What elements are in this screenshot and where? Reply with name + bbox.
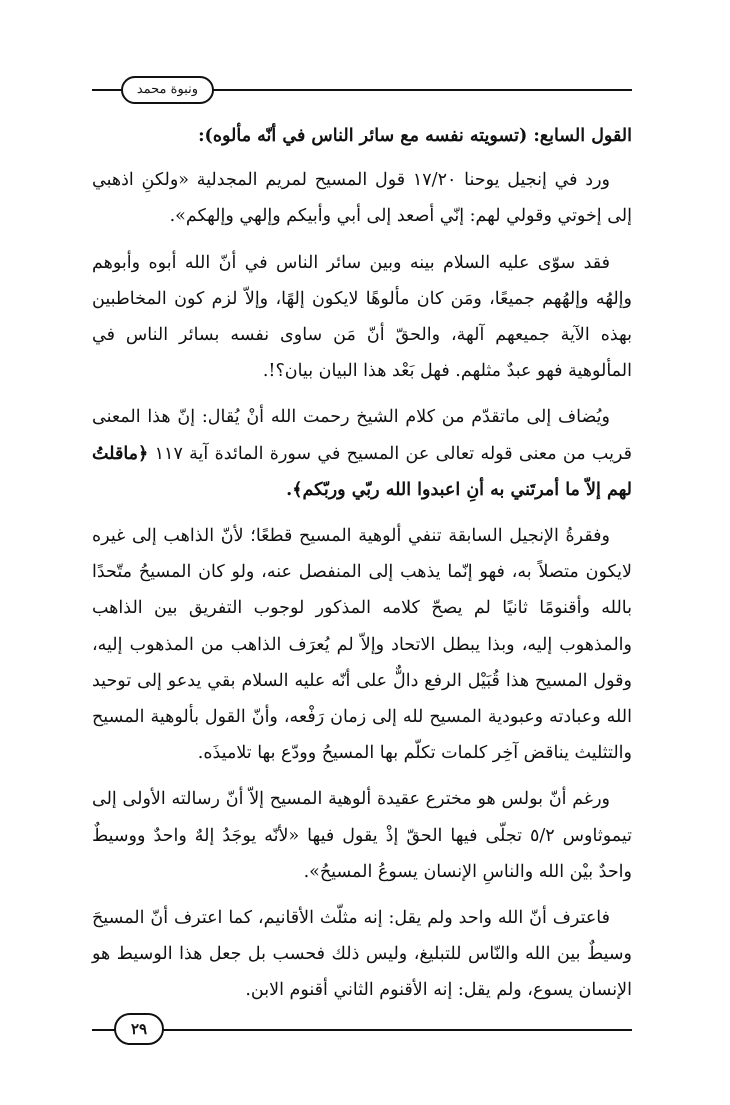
section-heading: القول السابع: (تسويته نفسه مع سائر الناس في أنّه مألوه):	[198, 126, 632, 146]
footer-rule	[92, 1029, 632, 1031]
page-footer	[92, 1012, 632, 1046]
paragraph-4: وفقرةُ الإنجيل السابقة تنفي ألوهية المسيح قطعًا؛ لأنّ الذاهب إلى غيره لايكون متصلاً به، فهو إنّما يذهب إلى المنفصل عنه، ولو كان المسيحُ متّحدًا بالله وأقنومًا ثانيًا لم يصحّ كلامه المذكور لوجوب التفريق بين الذاهب والمذهوب إليه، وبذا يبطل الاتحاد وإلاّ لم يُعرَف الذاهب من المذهوب إليه، وقول المسيح هذا قُبَيْل الرفع دالٌّ على أنّه عليه السلام بقي يدعو إلى توحيد الله وعبادته وعبودية المسيح لله إلى زمان رَفْعه، وأنّ القول بألوهية المسيح والتثليث يناقض آخِر كلمات تكلّم بها المسيحُ وودّع بها تلاميذَه.	[92, 526, 632, 764]
page-number: ٢٩	[114, 1013, 164, 1045]
running-title: ونبوة محمد	[121, 76, 214, 104]
running-header	[92, 74, 632, 104]
page-body	[92, 118, 632, 1019]
paragraph-1: ورد في إنجيل يوحنا ١٧/٢٠ قول المسيح لمريم المجدلية «ولكنِ اذهبي إلى إخوتي وقولي لهم: إنّي أصعد إلى أبي وأبيكم وإلهي وإلهكم».	[92, 170, 632, 227]
paragraph-3	[92, 399, 632, 508]
paragraph-2: فقد سوّى عليه السلام بينه وبين سائر الناس في أنّ الله أبوه وأبوهم وإلهُه وإلهُهم جميعًا، ومَن كان مألوهًا لايكون إلهًا، وإلاّ لزم كون المخاطبين بهذه الآية جميعهم آلهة، والحقّ أنّ مَن ساوى نفسه بسائر الناس في المألوهية فهو عبدٌ مثلهم. فهل بَعْد هذا البيان بيان؟!.	[92, 252, 632, 382]
paragraph-5: ورغم أنّ بولس هو مخترع عقيدة ألوهية المسيح إلاّ أنّ رسالته الأولى إلى تيموثاوس ٥/٢ تجلّى فيها الحقّ إذْ يقول فيها «لأنّه يوجَدُ إلهٌ واحدٌ ووسيطٌ واحدٌ بيْن الله والناسِ الإنسان يسوعُ المسيحُ».	[92, 789, 633, 882]
quran-quote: ﴿ماقلتُ لهم إلاّ ما أمرتَني به أنِ اعبدوا الله ربّي وربّكم﴾.	[92, 443, 632, 500]
paragraph-6: فاعترف أنّ الله واحد ولم يقل: إنه مثلّث الأقانيم، كما اعترف أنّ المسيحَ وسيطٌ بين الله والنّاس للتبليغ، وليس ذلك فحسب بل جعل هذا الوسيط هو الإنسان يسوع، ولم يقل: إنه الأقنوم الثاني أقنوم الابن.	[92, 908, 632, 1001]
paragraph-3-text: ويُضاف إلى ماتقدّم من كلام الشيخ رحمت الله أنْ يُقال: إنّ هذا المعنى قريب من معنى قوله تعالى عن المسيح في سورة المائدة آية ١١٧	[92, 407, 632, 464]
